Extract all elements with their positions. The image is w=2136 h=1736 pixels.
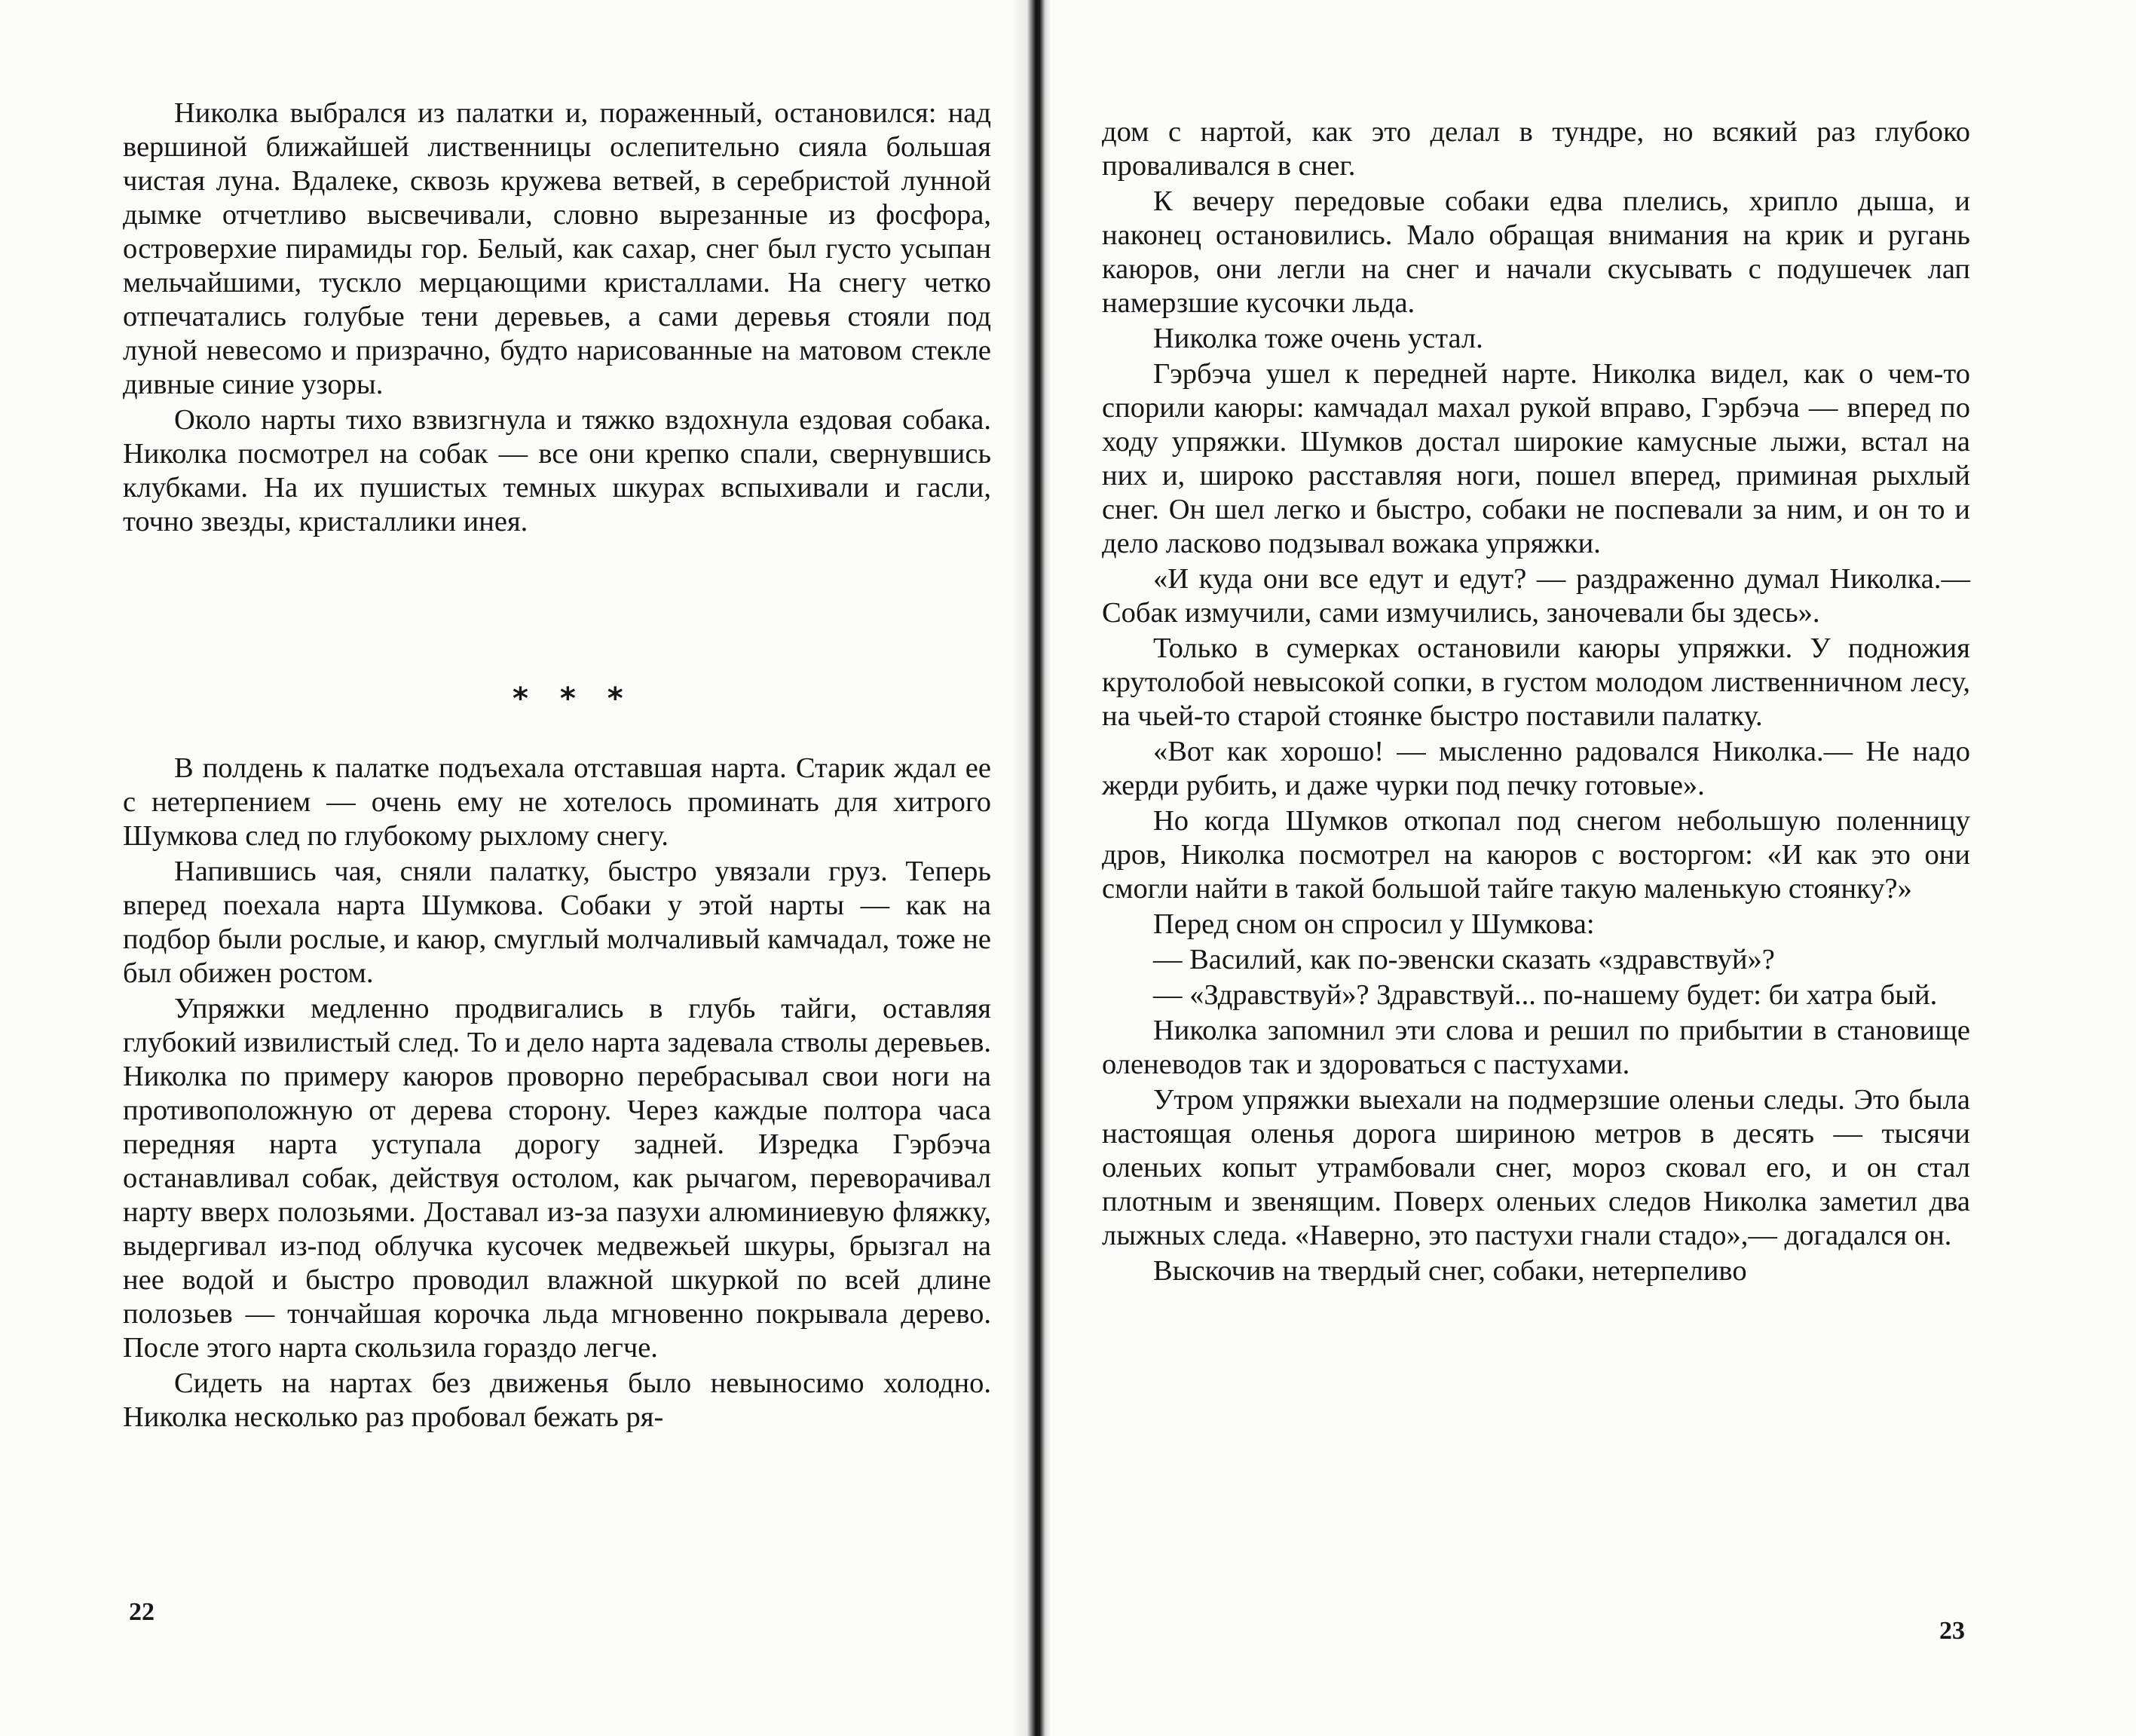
- book-gutter: [1011, 0, 1051, 1736]
- paragraph: Гэрбэча ушел к передней нарте. Николка видел, как о чем-то спорили каюры: камчадал махал рукой вправо, Гэрбэча — вперед по ходу упряжки. Шумков достал широкие камусные лыжи, встал на них и, широко расставляя ноги, пошел вперед, приминая рыхлый снег. Он шел легко и быстро, собаки не поспевали за ним, и он то и дело ласково подзывал вожака упряжки.: [1102, 358, 1970, 559]
- right-page: [1048, 0, 2136, 1736]
- paragraph: — «Здравствуй»? Здравствуй... по-нашему будет: би хатра бый.: [1153, 979, 1938, 1011]
- paragraph: Выскочив на твердый снег, собаки, нетерпеливо: [1153, 1255, 1747, 1287]
- paragraph: Сидеть на нартах без движенья было невыносимо холодно. Николка несколько раз пробовал бежать ря-: [123, 1367, 991, 1433]
- paragraph: В полдень к палатке подъехала отставшая нарта. Старик ждал ее с нетерпением — очень ему не хотелось проминать для хитрого Шумкова след по глубокому рыхлому снегу.: [123, 752, 991, 852]
- paragraph: Николка запомнил эти слова и решил по прибытии в становище оленеводов так и здороваться с пастухами.: [1102, 1015, 1970, 1080]
- left-page-section-1: [123, 96, 991, 539]
- paragraph: К вечеру передовые собаки едва плелись, хрипло дыша, и наконец остановились. Мало обращая внимания на крик и ругань каюров, они легли на снег и начали скусывать с подушечек лап намерзшие кусочки льда.: [1102, 185, 1970, 319]
- right-page-text: [1102, 115, 1970, 1288]
- page-number-left: 22: [129, 1598, 155, 1626]
- paragraph: — Василий, как по-эвенски сказать «здравствуй»?: [1153, 944, 1775, 975]
- paragraph: Но когда Шумков откопал под снегом небольшую поленницу дров, Николка посмотрел на каюров с восторгом: «И как это они смогли найти в такой большой тайге такую маленькую стоянку?»: [1102, 805, 1970, 905]
- paragraph: Перед сном он спросил у Шумкова:: [1153, 908, 1595, 940]
- paragraph: Упряжки медленно продвигались в глубь тайги, оставляя глубокий извилистый след. То и дело нарта задевала стволы деревьев. Николка по примеру каюров проворно перебрасывал свои ноги на противоположную от дерева сторону. Через каждые полтора часа передняя нарта уступала дорогу задней. Изредка Гэрбэча останавливал собак, действуя остолом, как рычагом, переворачивал нарту вверх полозьями. Доставал из-за пазухи алюминиевую фляжку, выдергивал из-под облучка кусочек медвежьей шкуры, брызгал на нее водой и быстро проводил влажной шкуркой по всей длине полозьев — тончайшая корочка льда мгновенно покрывала дерево. После этого нарта скользила гораздо легче.: [123, 993, 991, 1364]
- paragraph: Николка выбрался из палатки и, пораженный, остановился: над вершиной ближайшей лиственницы ослепительно сияла большая чистая луна. Вдалеке, сквозь кружева ветвей, в серебристой лунной дымке отчетливо высвечивали, словно вырезанные из фосфора, островерхие пирамиды гор. Белый, как сахар, снег был густо усыпан мельчайшими, тускло мерцающими кристаллами. На снегу четко отпечатались голубые тени деревьев, а сами деревья стояли под луной невесомо и призрачно, будто нарисованные на матовом стекле дивные синие узоры.: [123, 97, 991, 400]
- paragraph: Напившись чая, сняли палатку, быстро увязали груз. Теперь вперед поехала нарта Шумкова. Собаки у этой нарты — как на подбор были рослые, и каюр, смуглый молчаливый камчадал, тоже не был обижен ростом.: [123, 856, 991, 989]
- paragraph: «И куда они все едут и едут? — раздраженно думал Николка.— Собак измучили, сами измучились, заночевали бы здесь».: [1102, 563, 1970, 629]
- paragraph: Николка тоже очень устал.: [1153, 323, 1483, 354]
- page-number-right: 23: [1939, 1617, 1965, 1645]
- paragraph: дом с нартой, как это делал в тундре, но всякий раз глубоко проваливался в снег.: [1102, 116, 1970, 182]
- left-page-section-2: [123, 752, 991, 1434]
- left-page: [0, 0, 1048, 1736]
- paragraph: Только в сумерках остановили каюры упряжки. У подножия крутолобой невысокой сопки, в густом молодом лиственничном лесу, на чьей-то старой стоянке быстро поставили палатку.: [1102, 632, 1970, 732]
- paragraph: Утром упряжки выехали на подмерзшие оленьи следы. Это была настоящая оленья дорога шириною метров в десять — тысячи оленьих копыт утрамбовали снег, мороз сковал его, и он стал плотным и звенящим. Поверх оленьих следов Николка заметил два лыжных следа. «Наверно, это пастухи гнали стадо»,— догадался он.: [1102, 1084, 1970, 1251]
- paragraph: Около нарты тихо взвизгнула и тяжко вздохнула ездовая собака. Николка посмотрел на собак — все они крепко спали, свернувшись клубками. На их пушистых темных шкурах вспыхивали и гасли, точно звезды, кристаллики инея.: [123, 404, 991, 537]
- paragraph: «Вот как хорошо! — мысленно радовался Николка.— Не надо жерди рубить, и даже чурки под печку готовые».: [1102, 736, 1970, 801]
- section-separator: * * *: [513, 681, 634, 716]
